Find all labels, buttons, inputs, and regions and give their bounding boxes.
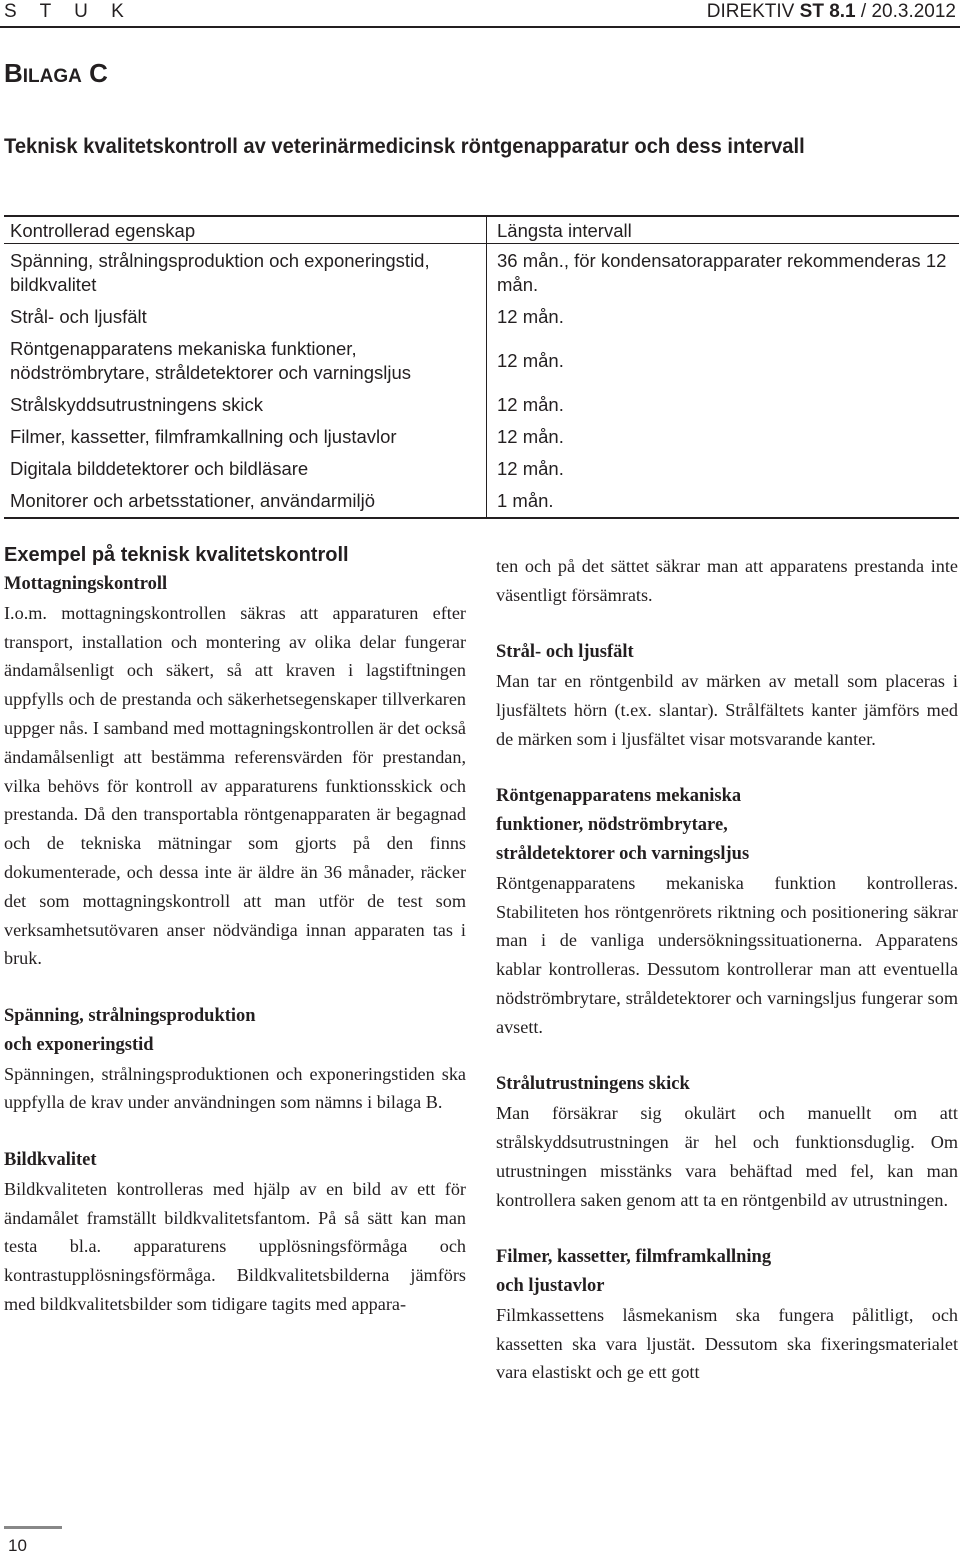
property-cell: Strålskyddsutrustningens skick <box>4 388 487 420</box>
section-title-protection: Strålutrustningens skick <box>496 1074 690 1095</box>
appendix-letter: C <box>81 58 108 88</box>
right-column <box>496 552 958 1387</box>
header-directive-date: / 20.3.2012 <box>855 1 956 22</box>
appendix-smallcaps: ILAGA <box>22 66 82 87</box>
footer-rule <box>4 1526 62 1529</box>
property-cell: Spänning, strålningsproduktion och exponeringstid, bildkvalitet <box>4 244 487 301</box>
section-title-mechanics-line2: funktioner, nödströmbrytare, <box>496 815 728 836</box>
section-title-reception: Mottagningskontroll <box>4 574 168 594</box>
section-title-mechanics-line1: Röntgenapparatens mekaniska <box>496 786 742 807</box>
interval-cell: 36 mån., för kondensatorapparater rekommenderas 12 mån. <box>497 250 947 295</box>
table-row <box>4 452 959 484</box>
property-cell: Monitorer och arbetsstationer, användarmiljö <box>4 484 487 518</box>
continued-paragraph: ten och på det sättet säkrar man att apparatens prestanda inte väsentligt försämrats. <box>496 556 958 605</box>
section-title-mechanics-line3: stråldetektorer och varningsljus <box>496 843 750 864</box>
section-title-fields: Strål- och ljusfält <box>496 642 634 663</box>
section-body-reception: I.o.m. mottagningskontrollen säkras att apparaturen efter transport, installation och montering av olika delar fungerar ändamålsenligt och säkert, så att kraven i lagstiftningen uppfylls och de prestanda och säkerhetsegenskaper tillverkaren uppger nås. I samband med mottagningskontrollen är det också ändamålsenligt att bestämma referensvärden för prestandan, vilka behövs för kontroll av apparaturens funktionsskick och prestanda. Då den transportabla röntgenapparaten är begagnad och de tekniska mätningar som gjorts på den finns dokumenterade, och dessa inte är äldre än 36 månader, räcker det som mottagningskontroll att man utför de test som verksamhetsutövaren anser nödvändiga innan apparaten tas i bruk. <box>4 602 466 969</box>
section-title-mechanics <box>496 782 958 868</box>
column-header-property: Kontrollerad egenskap <box>4 216 487 244</box>
interval-cell: 12 mån. <box>497 394 564 415</box>
section-body-mechanics: Röntgenapparatens mekaniska funktion kontrolleras. Stabiliteten hos röntgenrörets riktning och positionering säkrar man i de vanliga undersökningssituationerna. Apparatens kablar kontrolleras. Dessutom kontrollerar man att eventuella nödströmbrytare, stråldetektorer och varningsljus fungerar som avsett. <box>496 872 958 1037</box>
document-title: Teknisk kvalitetskontroll av veterinärmedicinsk röntgenapparatur och dess intervall <box>4 135 805 158</box>
section-body-voltage: Spänningen, strålningsproduktionen och exponeringstiden ska uppfylla de krav under användningen som nämns i bilaga B. <box>4 1063 466 1113</box>
property-cell: Strål- och ljusfält <box>4 300 487 332</box>
table-header-row <box>4 216 959 244</box>
header-publisher: S T U K <box>4 1 133 22</box>
section-body-fields: Man tar en röntgenbild av märken av metall som placeras i ljusfältets hörn (t.ex. slantar). Strålfältets kanter jämförs med de märken som i ljusfältet visar motsvarande kanter. <box>496 671 958 749</box>
table-row <box>4 420 959 452</box>
section-title-voltage-line1: Spänning, strålningsproduktion <box>4 1005 256 1026</box>
table-row <box>4 388 959 420</box>
appendix-initial: B <box>4 58 23 88</box>
table-row <box>4 244 959 301</box>
appendix-label <box>4 58 108 89</box>
property-cell: Röntgenapparatens mekaniska funktioner, nödströmbrytare, stråldetektorer och varningsljus <box>4 332 487 388</box>
property-cell: Filmer, kassetter, filmframkallning och ljustavlor <box>4 420 487 452</box>
section-title-films <box>496 1243 958 1301</box>
header-directive <box>707 1 956 23</box>
section-title-films-line2: och ljustavlor <box>496 1275 605 1296</box>
header-directive-prefix: DIREKTIV <box>706 1 800 22</box>
interval-cell: 1 mån. <box>487 484 960 518</box>
interval-cell: 12 mån. <box>497 458 564 479</box>
table-row <box>4 484 959 518</box>
table-row <box>4 300 959 332</box>
header-rule <box>0 26 960 28</box>
table-row <box>4 332 959 388</box>
section-title-films-line1: Filmer, kassetter, filmframkallning <box>496 1247 772 1268</box>
column-header-interval: Längsta intervall <box>487 216 960 244</box>
page-number: 10 <box>8 1536 27 1555</box>
interval-cell: 12 mån. <box>497 426 564 447</box>
section-title-image-quality: Bildkvalitet <box>4 1149 97 1170</box>
left-column <box>4 540 466 1319</box>
section-title-voltage-line2: och exponeringstid <box>4 1034 154 1055</box>
section-body-protection: Man försäkrar sig okulärt och manuellt om att strålskyddsutrustningen är hel och funktionsduglig. Om utrustningen misstänks vara behäftad med fel, kan man kontrollera saken genom att ta en röntgenbild av utrustningen. <box>496 1103 958 1210</box>
section-body-image-quality: Bildkvaliteten kontrolleras med hjälp av en bild av ett för ändamålet framställt bildkvalitetsfantom. På så sätt kan man testa bl.a. apparaturens upplösningsförmåga och kontrastupplösningsförmåga. Bildkvalitetsbilderna jämförs med bildkvalitetsbilder som tidigare tagits med appara- <box>4 1178 466 1314</box>
header-directive-code: ST 8.1 <box>799 1 856 22</box>
interval-cell: 12 mån. <box>497 350 564 371</box>
interval-cell: 12 mån. <box>497 306 564 327</box>
section-body-films: Filmkassettens låsmekanism ska fungera pålitligt, och kassetten ska vara ljustät. Dessutom ska fixeringsmaterialet vara elastiskt och ge ett gott <box>496 1304 958 1383</box>
section-title-voltage <box>4 1002 466 1060</box>
property-cell: Digitala bilddetektorer och bildläsare <box>4 452 487 484</box>
quality-control-table <box>4 215 959 519</box>
examples-heading: Exempel på teknisk kvalitetskontroll <box>4 544 349 566</box>
